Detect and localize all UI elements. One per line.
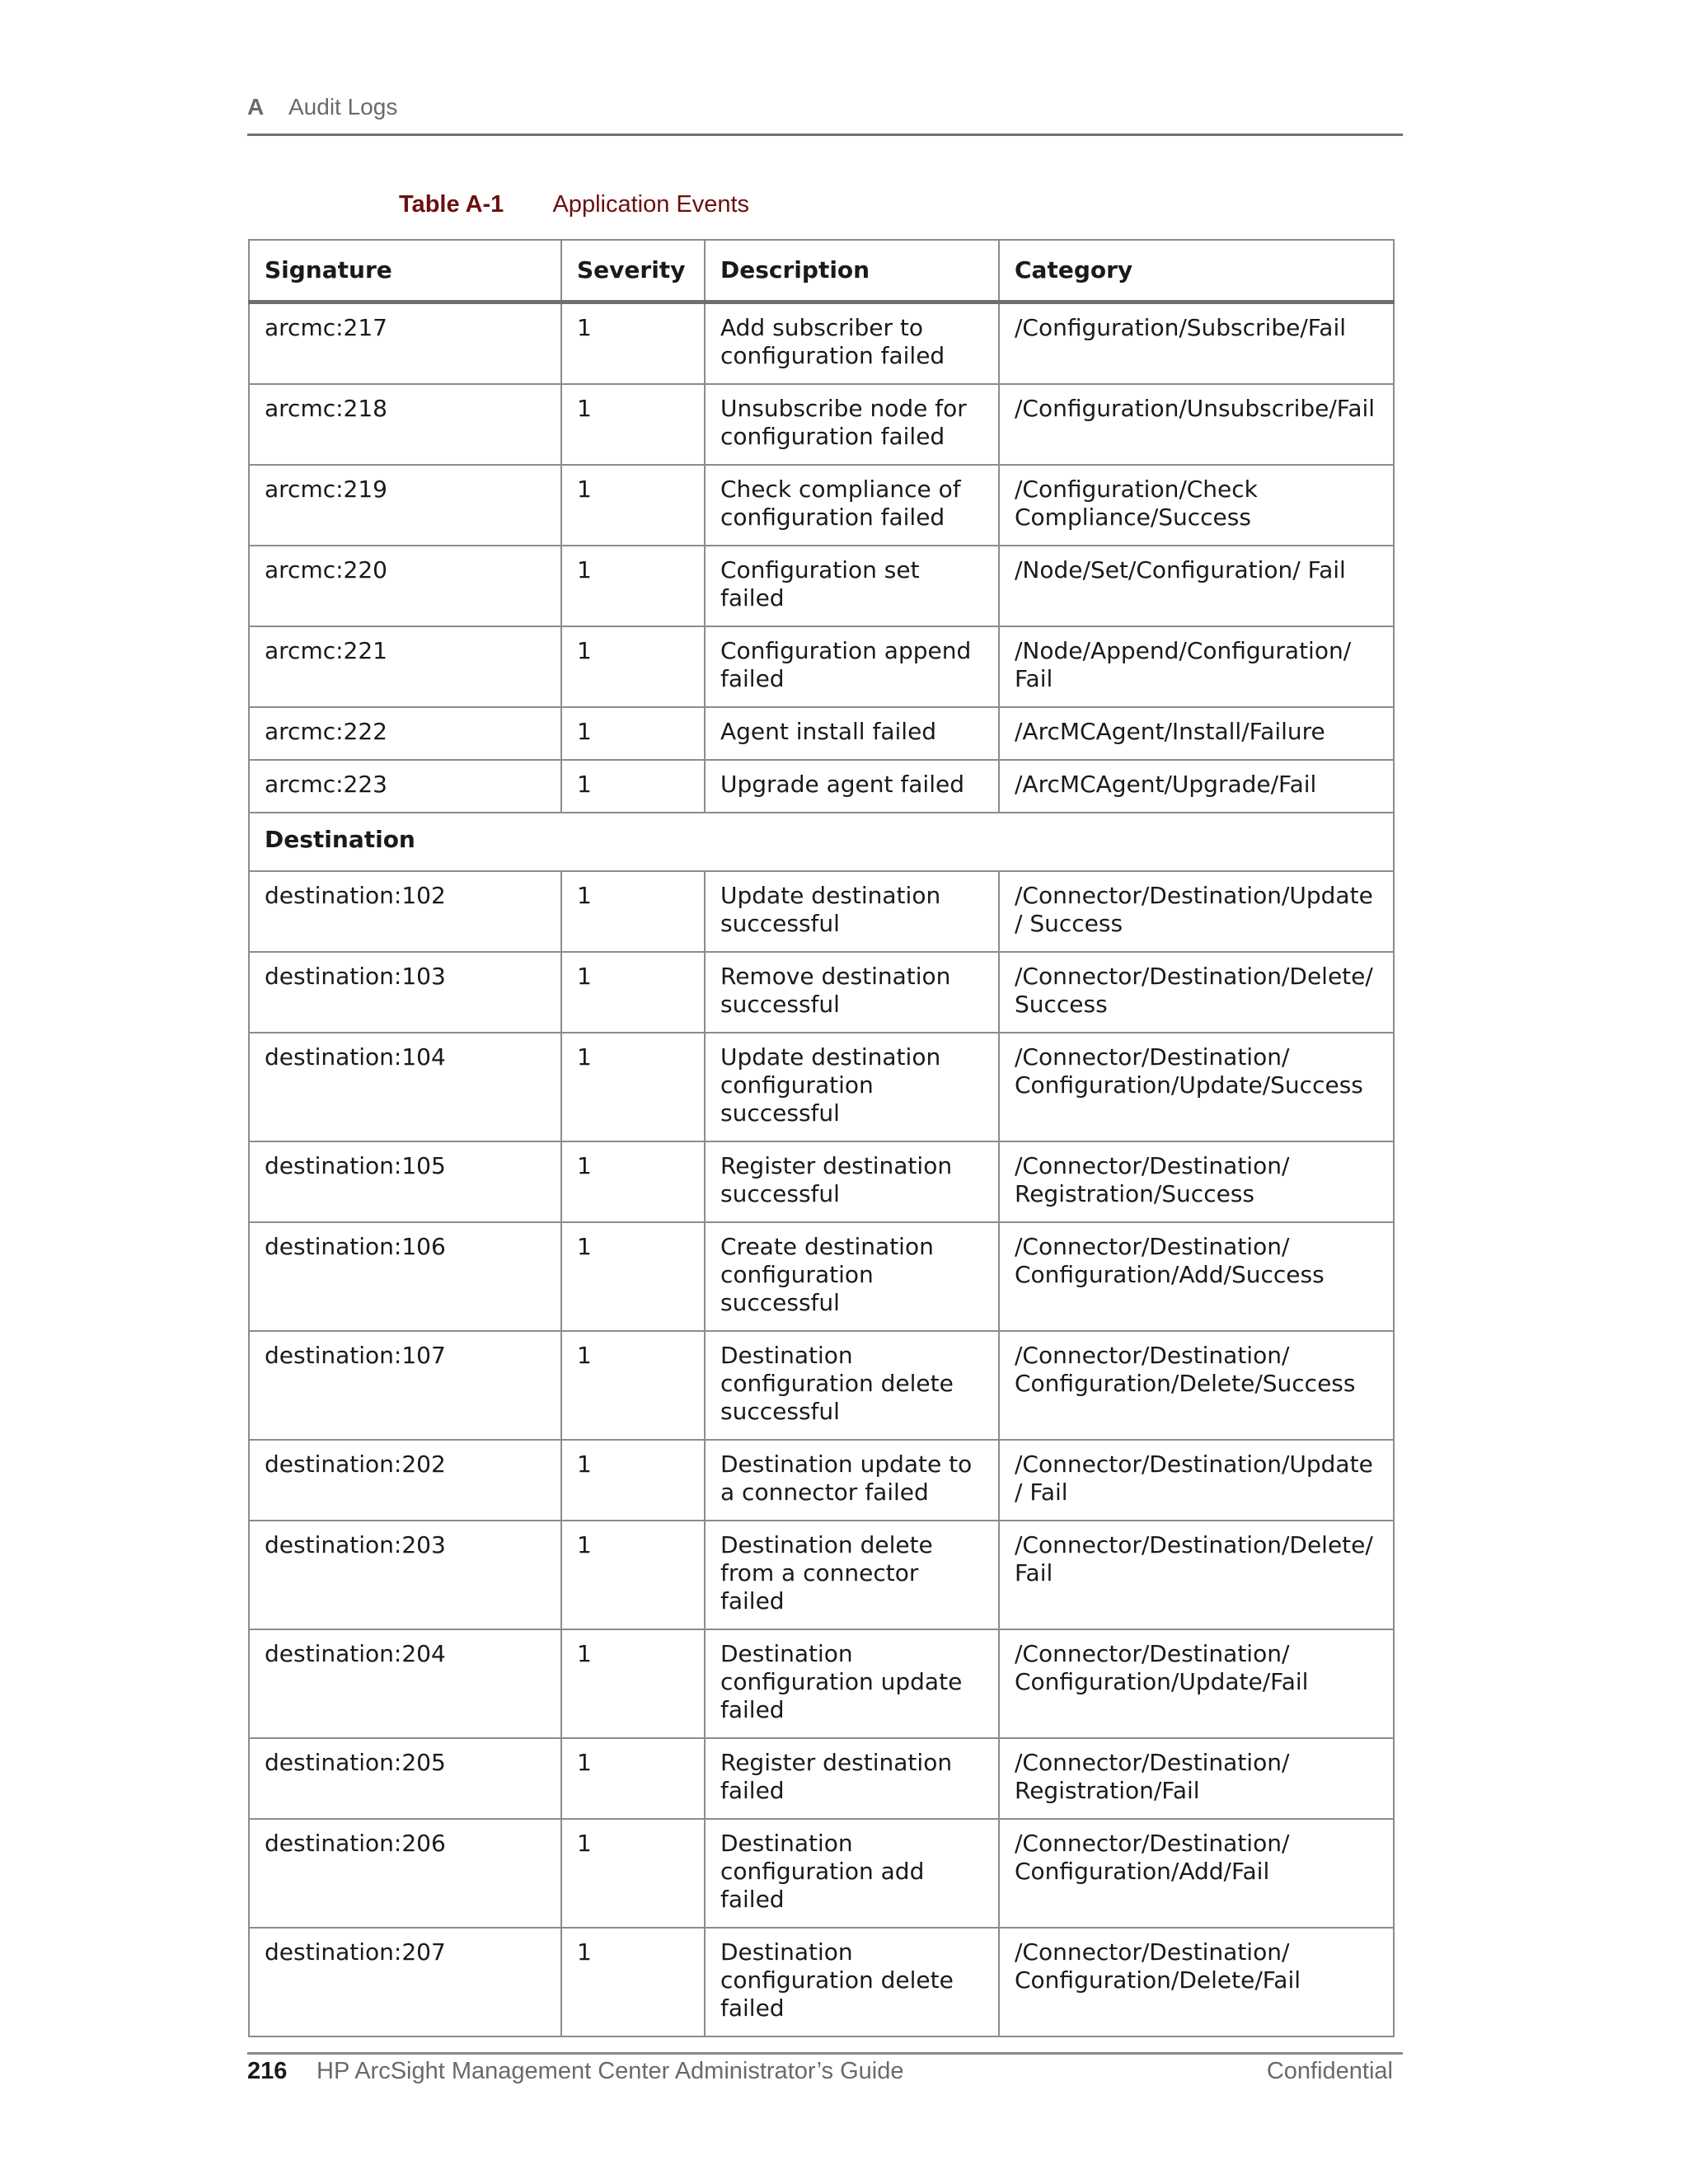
table-row — [249, 1928, 1394, 2036]
signature-cell: destination:106 — [249, 1222, 561, 1331]
signature-cell: arcmc:217 — [249, 302, 561, 385]
category-cell: /Connector/Destination/ Configuration/Add/Success — [999, 1222, 1394, 1331]
severity-cell: 1 — [561, 302, 705, 385]
table-row — [249, 707, 1394, 760]
severity-cell: 1 — [561, 760, 705, 813]
category-cell: /ArcMCAgent/Install/Failure — [999, 707, 1394, 760]
description-cell: Agent install failed — [705, 707, 999, 760]
table-row — [249, 384, 1394, 465]
category-cell: /Connector/Destination/Update/ Fail — [999, 1440, 1394, 1521]
description-cell: Add subscriber to configuration failed — [705, 302, 999, 385]
severity-cell: 1 — [561, 1521, 705, 1629]
signature-cell: arcmc:223 — [249, 760, 561, 813]
chapter-title: Audit Logs — [288, 94, 398, 120]
signature-cell: arcmc:222 — [249, 707, 561, 760]
severity-cell: 1 — [561, 1141, 705, 1222]
severity-cell: 1 — [561, 1819, 705, 1928]
table-row — [249, 952, 1394, 1033]
description-cell: Destination configuration add failed — [705, 1819, 999, 1928]
signature-cell: arcmc:219 — [249, 465, 561, 546]
table-row — [249, 760, 1394, 813]
description-cell: Destination delete from a connector failed — [705, 1521, 999, 1629]
description-cell: Update destination successful — [705, 871, 999, 952]
signature-cell: arcmc:218 — [249, 384, 561, 465]
table-row — [249, 546, 1394, 626]
signature-cell: destination:107 — [249, 1331, 561, 1440]
severity-cell: 1 — [561, 384, 705, 465]
column-header-category: Category — [999, 240, 1394, 302]
severity-cell: 1 — [561, 707, 705, 760]
severity-cell: 1 — [561, 1928, 705, 2036]
column-header-signature: Signature — [249, 240, 561, 302]
table-row — [249, 1521, 1394, 1629]
category-cell: /Configuration/Unsubscribe/Fail — [999, 384, 1394, 465]
description-cell: Configuration append failed — [705, 626, 999, 707]
severity-cell: 1 — [561, 1440, 705, 1521]
signature-cell: destination:202 — [249, 1440, 561, 1521]
signature-cell: destination:102 — [249, 871, 561, 952]
signature-cell: destination:204 — [249, 1629, 561, 1738]
table-row — [249, 1738, 1394, 1819]
description-cell: Check compliance of configuration failed — [705, 465, 999, 546]
table-row — [249, 626, 1394, 707]
description-cell: Update destination configuration successful — [705, 1033, 999, 1141]
description-cell: Register destination failed — [705, 1738, 999, 1819]
table-row — [249, 871, 1394, 952]
signature-cell: destination:207 — [249, 1928, 561, 2036]
category-cell: /Connector/Destination/ Configuration/Delete/Success — [999, 1331, 1394, 1440]
category-cell: /Connector/Destination/ Configuration/Add/Fail — [999, 1819, 1394, 1928]
category-cell: /Connector/Destination/ Configuration/Delete/Fail — [999, 1928, 1394, 2036]
description-cell: Register destination successful — [705, 1141, 999, 1222]
table-section-row — [249, 813, 1394, 871]
severity-cell: 1 — [561, 1738, 705, 1819]
severity-cell: 1 — [561, 1629, 705, 1738]
table-row — [249, 302, 1394, 385]
running-header — [247, 92, 1403, 136]
category-cell: /Node/Set/Configuration/ Fail — [999, 546, 1394, 626]
description-cell: Unsubscribe node for configuration failed — [705, 384, 999, 465]
signature-cell: destination:104 — [249, 1033, 561, 1141]
application-events-table — [248, 239, 1395, 2037]
severity-cell: 1 — [561, 871, 705, 952]
column-header-description: Description — [705, 240, 999, 302]
table-row — [249, 1440, 1394, 1521]
category-cell: /Connector/Destination/ Configuration/Update/Success — [999, 1033, 1394, 1141]
description-cell: Create destination configuration successful — [705, 1222, 999, 1331]
page-footer — [247, 2058, 1393, 2091]
table-row — [249, 1222, 1394, 1331]
table-caption — [399, 191, 749, 218]
table-row — [249, 1033, 1394, 1141]
section-heading: Destination — [249, 813, 1394, 871]
footer-rule — [247, 2052, 1403, 2055]
table-body — [249, 302, 1394, 2037]
signature-cell: destination:205 — [249, 1738, 561, 1819]
severity-cell: 1 — [561, 952, 705, 1033]
category-cell: /Connector/Destination/ Configuration/Update/Fail — [999, 1629, 1394, 1738]
category-cell: /Configuration/Check Compliance/Success — [999, 465, 1394, 546]
chapter-letter: A — [247, 94, 265, 120]
table-row — [249, 1629, 1394, 1738]
description-cell: Destination configuration delete failed — [705, 1928, 999, 2036]
category-cell: /Connector/Destination/Delete/ Fail — [999, 1521, 1394, 1629]
table-row — [249, 1331, 1394, 1440]
description-cell: Destination configuration update failed — [705, 1629, 999, 1738]
severity-cell: 1 — [561, 1331, 705, 1440]
signature-cell: destination:203 — [249, 1521, 561, 1629]
signature-cell: destination:103 — [249, 952, 561, 1033]
category-cell: /Connector/Destination/ Registration/Fail — [999, 1738, 1394, 1819]
severity-cell: 1 — [561, 546, 705, 626]
description-cell: Upgrade agent failed — [705, 760, 999, 813]
page-number: 216 — [247, 2058, 288, 2084]
table-row — [249, 1141, 1394, 1222]
category-cell: /Connector/Destination/Update/ Success — [999, 871, 1394, 952]
guide-title: HP ArcSight Management Center Administrator’s Guide — [316, 2058, 904, 2084]
description-cell: Remove destination successful — [705, 952, 999, 1033]
table-title: Application Events — [552, 191, 750, 218]
table-row — [249, 1819, 1394, 1928]
severity-cell: 1 — [561, 626, 705, 707]
description-cell: Destination update to a connector failed — [705, 1440, 999, 1521]
category-cell: /Node/Append/Configuration/ Fail — [999, 626, 1394, 707]
confidentiality-label: Confidential — [1266, 2058, 1393, 2084]
description-cell: Destination configuration delete successful — [705, 1331, 999, 1440]
table-header-row — [249, 240, 1394, 302]
signature-cell: arcmc:220 — [249, 546, 561, 626]
category-cell: /ArcMCAgent/Upgrade/Fail — [999, 760, 1394, 813]
severity-cell: 1 — [561, 1033, 705, 1141]
signature-cell: destination:206 — [249, 1819, 561, 1928]
category-cell: /Connector/Destination/ Registration/Success — [999, 1141, 1394, 1222]
category-cell: /Connector/Destination/Delete/ Success — [999, 952, 1394, 1033]
signature-cell: destination:105 — [249, 1141, 561, 1222]
category-cell: /Configuration/Subscribe/Fail — [999, 302, 1394, 385]
severity-cell: 1 — [561, 465, 705, 546]
table-number: Table A-1 — [399, 191, 504, 218]
severity-cell: 1 — [561, 1222, 705, 1331]
column-header-severity: Severity — [561, 240, 705, 302]
signature-cell: arcmc:221 — [249, 626, 561, 707]
table-row — [249, 465, 1394, 546]
description-cell: Configuration set failed — [705, 546, 999, 626]
